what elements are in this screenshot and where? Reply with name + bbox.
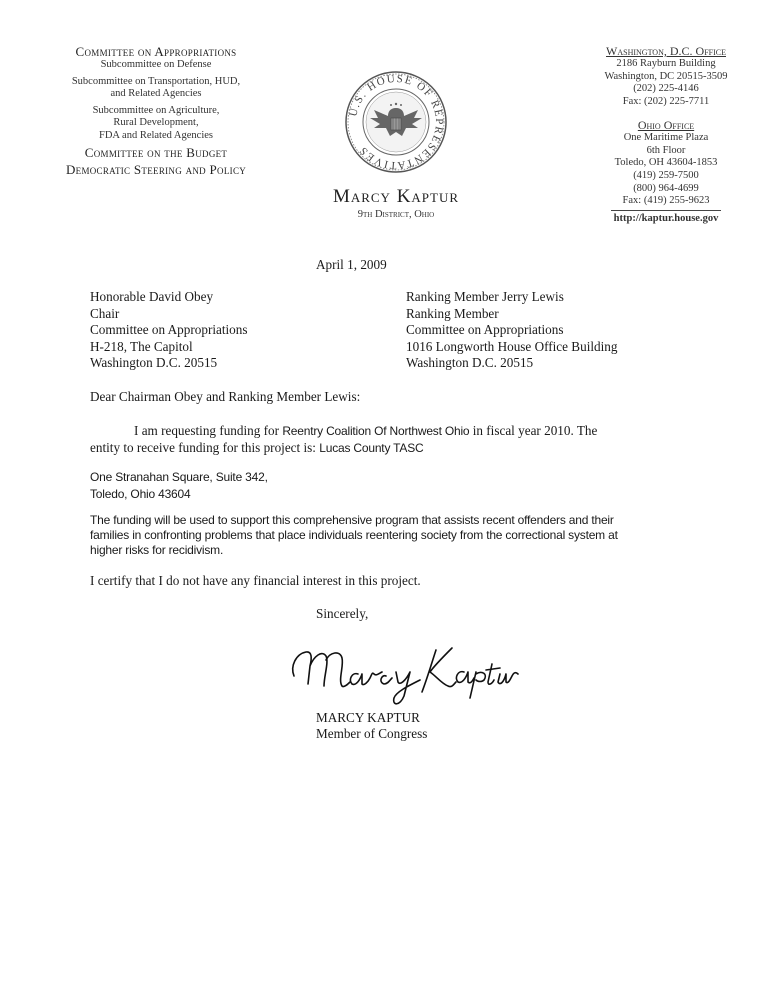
salutation: Dear Chairman Obey and Ranking Member Lewis:	[90, 389, 361, 404]
letterhead-committees	[40, 44, 272, 177]
recipient-line: 1016 Longworth House Office Building	[406, 338, 618, 354]
request-text: entity to receive funding for this project is:	[90, 439, 320, 455]
committee-line: Subcommittee on Agriculture,	[92, 104, 220, 116]
letterhead-district: 9th District, Ohio	[357, 209, 435, 220]
committee-line: and Related Agencies	[110, 88, 202, 99]
recipient-left	[90, 289, 248, 372]
recipient-line: Chair	[90, 305, 120, 321]
recipient-line: Committee on Appropriations	[406, 322, 564, 337]
address-line: Toledo, Ohio 43604	[90, 486, 191, 501]
committee-line: Committee on Appropriations	[75, 44, 237, 59]
paragraph-certification: I certify that I do not have any financial interest in this project.	[90, 573, 421, 588]
recipient-line: Honorable David Obey	[90, 289, 214, 304]
dc-office-line: Washington, DC 20515-3509	[604, 70, 728, 82]
recipient-line: Washington D.C. 20515	[90, 355, 218, 370]
ohio-office-line: (800) 964-4699	[633, 182, 699, 194]
committee-line: Committee on the Budget	[84, 145, 228, 160]
recipient-right	[406, 289, 617, 372]
letter-date: April 1, 2009	[316, 257, 387, 272]
committee-line: Subcommittee on Defense	[100, 59, 212, 70]
dc-office-title: Washington, D.C. Office	[606, 44, 726, 58]
letterhead-offices	[586, 44, 746, 226]
website-link[interactable]: http://kaptur.house.gov	[613, 213, 719, 225]
recipient-line: Ranking Member	[406, 305, 499, 321]
ohio-office-line: Fax: (419) 255-9623	[622, 195, 710, 207]
recipient-line: H-218, The Capitol	[90, 338, 193, 354]
signer-title: Member of Congress	[316, 726, 428, 741]
entity-address	[90, 469, 268, 502]
address-line: One Stranahan Square, Suite 342,	[90, 470, 268, 484]
ohio-office-line: Toledo, OH 43604-1853	[614, 157, 718, 169]
closing: Sincerely,	[316, 606, 369, 621]
handwritten-signature	[286, 636, 522, 712]
ohio-office-title: Ohio Office	[637, 117, 695, 132]
committee-line: Democratic Steering and Policy	[65, 162, 247, 177]
divider	[611, 210, 721, 211]
purpose-line: higher risks for recidivism.	[90, 543, 224, 557]
paragraph-purpose	[90, 513, 618, 558]
dc-office-line: Fax: (202) 225-7711	[622, 96, 710, 108]
recipient-line: Washington D.C. 20515	[406, 355, 534, 370]
ohio-office-line: 6th Floor	[646, 144, 686, 156]
svg-text:U.S. HOUSE OF REPRESENTATIVES: U.S. HOUSE OF REPRESENTATIVES	[347, 72, 446, 172]
request-text: in fiscal year 2010. The	[469, 423, 598, 438]
project-name: Reentry Coalition Of Northwest Ohio	[282, 424, 470, 438]
house-seal-icon	[344, 70, 448, 174]
paragraph-request	[90, 423, 597, 456]
committee-line: Rural Development,	[113, 117, 199, 128]
signer-name: MARCY KAPTUR	[316, 710, 420, 725]
committee-line: FDA and Related Agencies	[98, 129, 214, 141]
recipient-line: Committee on Appropriations	[90, 322, 248, 337]
recipient-line: Ranking Member Jerry Lewis	[406, 289, 564, 304]
purpose-line: The funding will be used to support this comprehensive program that assists recent offenders and their	[90, 513, 614, 527]
ohio-office-line: One Maritime Plaza	[623, 131, 709, 143]
ohio-office-line: (419) 259-7500	[633, 169, 699, 181]
letterhead-member-name: Marcy Kaptur	[332, 186, 460, 207]
dc-office-line: 2186 Rayburn Building	[616, 58, 716, 69]
committee-line: Subcommittee on Transportation, HUD,	[71, 75, 241, 87]
dc-office-line: (202) 225-4146	[633, 83, 699, 95]
purpose-line: families in confronting problems that place individuals reentering society from the correctional system at	[90, 528, 618, 542]
request-text: I am requesting funding for	[134, 423, 283, 438]
entity-name: Lucas County TASC	[319, 440, 424, 455]
